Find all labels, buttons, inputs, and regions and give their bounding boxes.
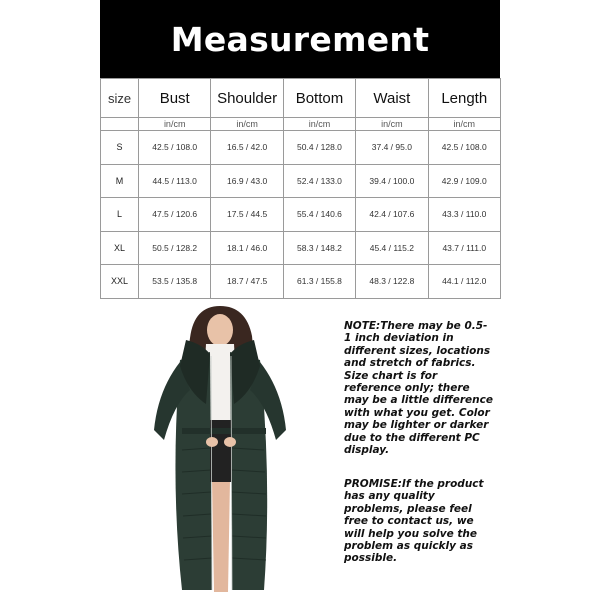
measurement-cell: 17.5 / 44.5 bbox=[211, 198, 283, 232]
promise-text: PROMISE:If the product has any quality problems, please feel free to contact us, we will help you solve the problem as quickly as possible. bbox=[344, 478, 484, 565]
measurement-cell: 42.5 / 108.0 bbox=[428, 131, 500, 165]
table-row bbox=[101, 131, 501, 165]
column-header-waist: Waist bbox=[356, 79, 428, 118]
measurement-cell: 50.5 / 128.2 bbox=[139, 231, 211, 265]
table-row bbox=[101, 198, 501, 232]
measurement-cell: 50.4 / 128.0 bbox=[283, 131, 355, 165]
title-banner bbox=[100, 0, 500, 78]
unit-label: in/cm bbox=[139, 118, 211, 131]
measurement-cell: 45.4 / 115.2 bbox=[356, 231, 428, 265]
measurement-cell: 42.9 / 109.0 bbox=[428, 164, 500, 198]
measurement-cell: 42.5 / 108.0 bbox=[139, 131, 211, 165]
measurement-cell: 47.5 / 120.6 bbox=[139, 198, 211, 232]
model-legs bbox=[212, 480, 230, 592]
size-cell: L bbox=[101, 198, 139, 232]
column-header-length: Length bbox=[428, 79, 500, 118]
model-photo bbox=[140, 300, 300, 600]
measurement-cell: 61.3 / 155.8 bbox=[283, 265, 355, 299]
table-row bbox=[101, 231, 501, 265]
unit-label: in/cm bbox=[283, 118, 355, 131]
column-header-shoulder: Shoulder bbox=[211, 79, 283, 118]
size-cell: XL bbox=[101, 231, 139, 265]
measurement-cell: 43.7 / 111.0 bbox=[428, 231, 500, 265]
table-row bbox=[101, 265, 501, 299]
unit-row bbox=[101, 118, 501, 131]
model-hand bbox=[206, 437, 218, 447]
measurement-cell: 16.9 / 43.0 bbox=[211, 164, 283, 198]
unit-spacer bbox=[101, 118, 139, 131]
model-face bbox=[207, 314, 233, 346]
model-belt bbox=[182, 428, 266, 434]
measurement-cell: 37.4 / 95.0 bbox=[356, 131, 428, 165]
size-column-header: size bbox=[101, 79, 139, 118]
measurement-cell: 58.3 / 148.2 bbox=[283, 231, 355, 265]
size-chart-table bbox=[100, 78, 501, 299]
unit-label: in/cm bbox=[356, 118, 428, 131]
table-header-row bbox=[101, 79, 501, 118]
size-cell: M bbox=[101, 164, 139, 198]
measurement-cell: 39.4 / 100.0 bbox=[356, 164, 428, 198]
measurement-cell: 18.7 / 47.5 bbox=[211, 265, 283, 299]
measurement-cell: 52.4 / 133.0 bbox=[283, 164, 355, 198]
measurement-cell: 44.5 / 113.0 bbox=[139, 164, 211, 198]
note-text: NOTE:There may be 0.5-1 inch deviation in different sizes, locations and stretch of fabrics. Size chart is for reference only; there may be a little difference with what you get. Color may be lighter or darker due to the different PC display. bbox=[344, 320, 493, 457]
measurement-cell: 55.4 / 140.6 bbox=[283, 198, 355, 232]
unit-label: in/cm bbox=[428, 118, 500, 131]
size-cell: XXL bbox=[101, 265, 139, 299]
table-row bbox=[101, 164, 501, 198]
unit-label: in/cm bbox=[211, 118, 283, 131]
measurement-cell: 42.4 / 107.6 bbox=[356, 198, 428, 232]
measurement-cell: 43.3 / 110.0 bbox=[428, 198, 500, 232]
column-header-bottom: Bottom bbox=[283, 79, 355, 118]
size-cell: S bbox=[101, 131, 139, 165]
measurement-cell: 48.3 / 122.8 bbox=[356, 265, 428, 299]
column-header-bust: Bust bbox=[139, 79, 211, 118]
page-title: Measurement bbox=[170, 19, 430, 59]
model-hand bbox=[224, 437, 236, 447]
measurement-cell: 18.1 / 46.0 bbox=[211, 231, 283, 265]
measurement-cell: 44.1 / 112.0 bbox=[428, 265, 500, 299]
measurement-cell: 16.5 / 42.0 bbox=[211, 131, 283, 165]
measurement-cell: 53.5 / 135.8 bbox=[139, 265, 211, 299]
